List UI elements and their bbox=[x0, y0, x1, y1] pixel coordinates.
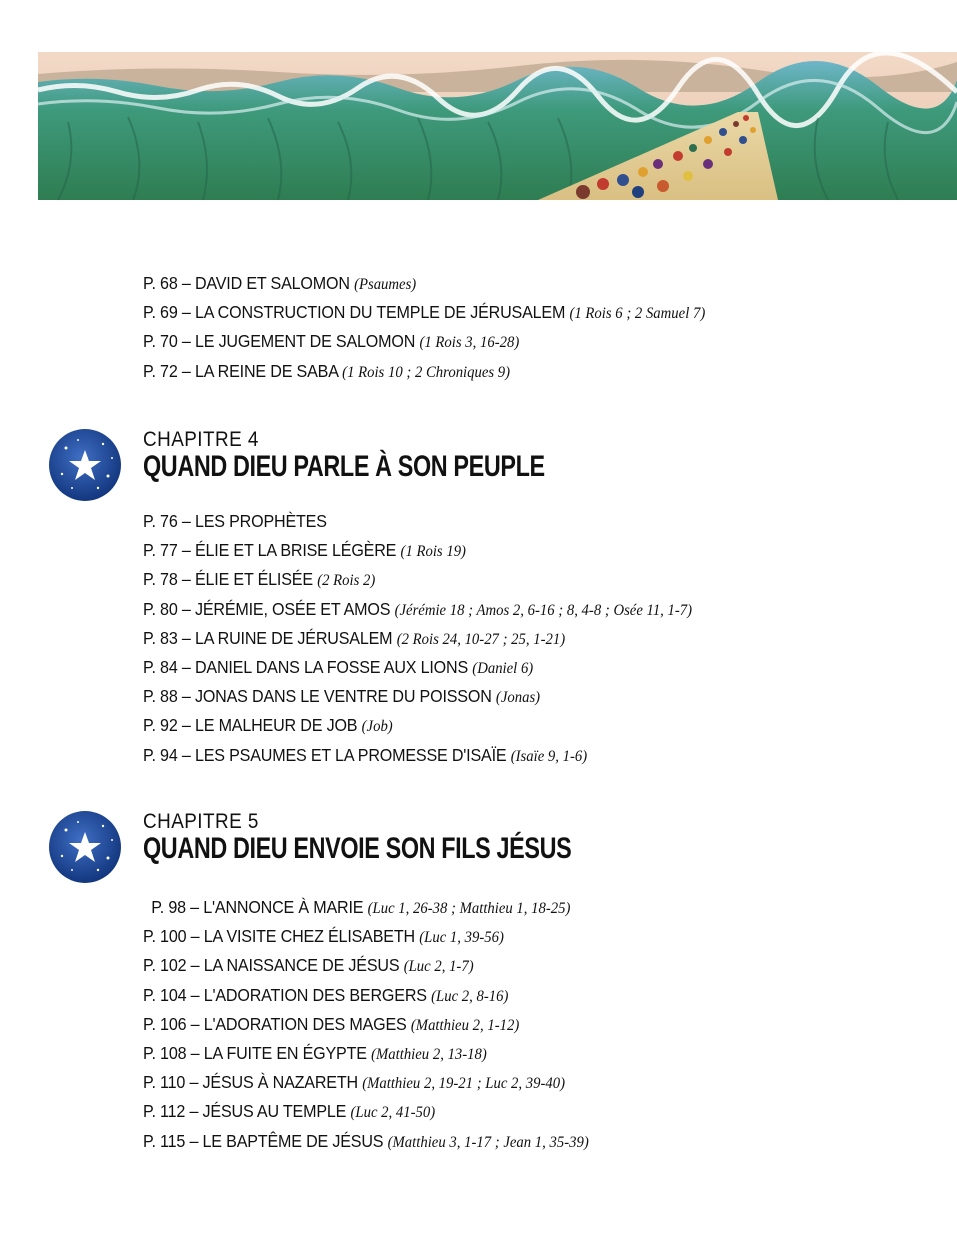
chapter-title: QUAND DIEU PARLE À SON PEUPLE bbox=[143, 450, 545, 483]
toc-entry[interactable]: P. 112 – JÉSUS AU TEMPLE (Luc 2, 41-50) bbox=[143, 1101, 436, 1122]
toc-entry[interactable]: P. 110 – JÉSUS À NAZARETH (Matthieu 2, 19-21 ; Luc 2, 39-40) bbox=[143, 1072, 566, 1093]
toc-entry[interactable]: P. 78 – ÉLIE ET ÉLISÉE (2 Rois 2) bbox=[143, 569, 376, 590]
chapter-4-header bbox=[48, 428, 928, 508]
toc-list-top bbox=[143, 269, 754, 386]
toc-entry[interactable]: P. 80 – JÉRÉMIE, OSÉE ET AMOS (Jérémie 18 ; Amos 2, 6-16 ; 8, 4-8 ; Osée 11, 1-7) bbox=[143, 598, 693, 619]
star-badge-icon bbox=[48, 428, 122, 502]
toc-entry[interactable]: P. 84 – DANIEL DANS LA FOSSE AUX LIONS (Daniel 6) bbox=[143, 656, 534, 677]
toc-list-chapter-5 bbox=[143, 893, 628, 1156]
toc-entry[interactable]: P. 76 – LES PROPHÈTES bbox=[143, 511, 327, 531]
star-badge-icon bbox=[48, 810, 122, 884]
toc-entry[interactable]: P. 69 – LA CONSTRUCTION DU TEMPLE DE JÉRUSALEM (1 Rois 6 ; 2 Samuel 7) bbox=[143, 302, 706, 323]
chapter-label: CHAPITRE 4 bbox=[143, 428, 259, 451]
chapter-title: QUAND DIEU ENVOIE SON FILS JÉSUS bbox=[143, 832, 572, 865]
parting-sea-image bbox=[38, 52, 957, 200]
toc-entry[interactable]: P. 77 – ÉLIE ET LA BRISE LÉGÈRE (1 Rois 19) bbox=[143, 540, 466, 561]
toc-entry[interactable]: P. 106 – L'ADORATION DES MAGES (Matthieu 2, 1-12) bbox=[143, 1013, 520, 1034]
toc-entry[interactable]: P. 100 – LA VISITE CHEZ ÉLISABETH (Luc 1, 39-56) bbox=[143, 926, 504, 947]
toc-entry[interactable]: P. 108 – LA FUITE EN ÉGYPTE (Matthieu 2, 13-18) bbox=[143, 1042, 487, 1063]
toc-list-chapter-4 bbox=[143, 507, 740, 770]
toc-entry[interactable]: P. 88 – JONAS DANS LE VENTRE DU POISSON (Jonas) bbox=[143, 686, 541, 707]
toc-entry[interactable]: P. 98 – L'ANNONCE À MARIE (Luc 1, 26-38 ; Matthieu 1, 18-25) bbox=[151, 897, 571, 917]
toc-entry[interactable]: P. 72 – LA REINE DE SABA (1 Rois 10 ; 2 Chroniques 9) bbox=[143, 360, 511, 381]
toc-entry[interactable]: P. 70 – LE JUGEMENT DE SALOMON (1 Rois 3, 16-28) bbox=[143, 331, 520, 352]
toc-entry[interactable]: P. 92 – LE MALHEUR DE JOB (Job) bbox=[143, 715, 393, 736]
chapter-label: CHAPITRE 5 bbox=[143, 810, 259, 833]
toc-entry[interactable]: P. 68 – DAVID ET SALOMON (Psaumes) bbox=[143, 273, 417, 293]
toc-entry[interactable]: P. 83 – LA RUINE DE JÉRUSALEM (2 Rois 24, 10-27 ; 25, 1-21) bbox=[143, 627, 566, 648]
toc-entry[interactable]: P. 102 – LA NAISSANCE DE JÉSUS (Luc 2, 1-7) bbox=[143, 955, 474, 976]
toc-entry[interactable]: P. 115 – LE BAPTÊME DE JÉSUS (Matthieu 3, 1-17 ; Jean 1, 35-39) bbox=[143, 1130, 589, 1151]
chapter-5-header bbox=[48, 810, 928, 890]
banner-illustration bbox=[38, 52, 957, 200]
toc-entry[interactable]: P. 94 – LES PSAUMES ET LA PROMESSE D'ISAÏE (Isaïe 9, 1-6) bbox=[143, 744, 588, 765]
toc-entry[interactable]: P. 104 – L'ADORATION DES BERGERS (Luc 2, 8-16) bbox=[143, 984, 509, 1005]
